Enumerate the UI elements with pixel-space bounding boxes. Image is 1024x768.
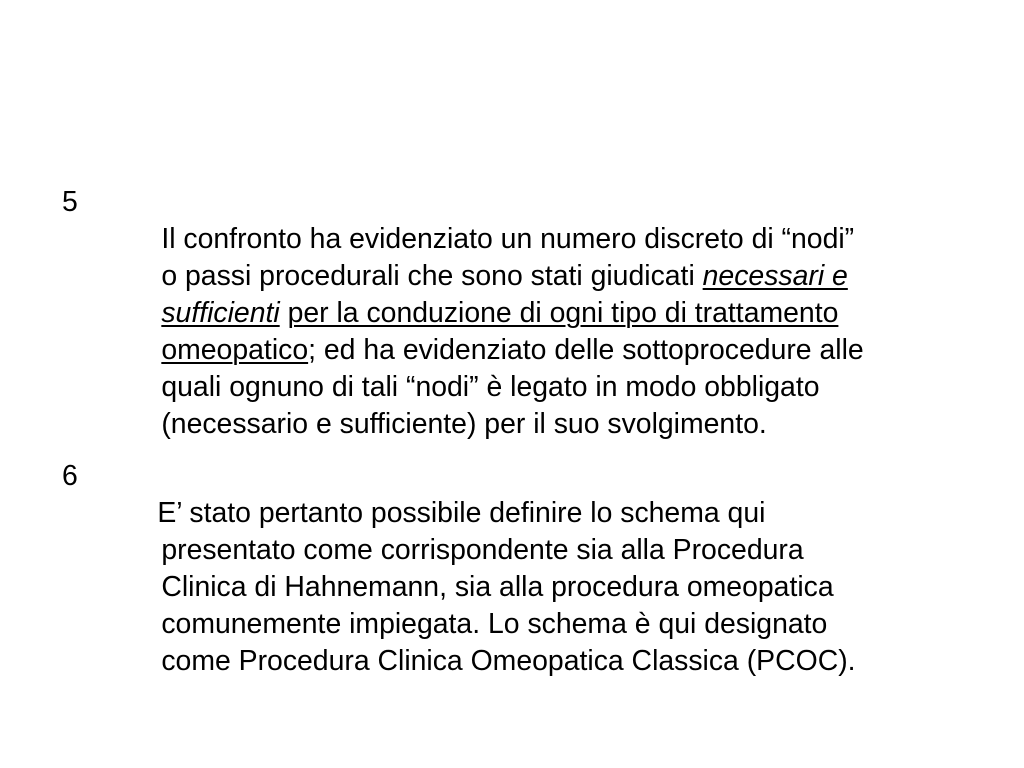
item-number: 5 — [62, 186, 78, 218]
text-segment: o passi procedurali che sono stati giudicati — [161, 260, 703, 292]
text-segment: (necessario e sufficiente) per il suo svolgimento. — [161, 408, 767, 440]
underlined-text: per la conduzione di ogni tipo di trattamento — [287, 297, 839, 329]
text-segment: comunemente impiegata. Lo schema è qui designato — [161, 608, 828, 640]
emphasized-text: necessari e — [702, 260, 848, 292]
item-text-line — [114, 606, 856, 717]
emphasized-text: sufficienti — [161, 297, 280, 329]
text-segment: ; ed ha evidenziato delle sottoprocedure alle — [308, 334, 864, 366]
text-segment: come Procedura Clinica Omeopatica Classica (PCOC). — [161, 645, 856, 677]
text-segment: E’ stato pertanto possibile definire lo schema qui — [157, 497, 766, 529]
text-segment: presentato come corrispondente sia alla Procedura — [161, 534, 804, 566]
text-segment: quali ognuno di tali “nodi” è legato in modo obbligato — [161, 371, 820, 403]
underlined-text: omeopatico — [161, 334, 309, 366]
text-segment: Il confronto ha evidenziato un numero discreto di “nodi” — [161, 223, 855, 255]
text-segment: Clinica di Hahnemann, sia alla procedura omeopatica — [161, 571, 834, 603]
item-number: 6 — [62, 460, 78, 492]
